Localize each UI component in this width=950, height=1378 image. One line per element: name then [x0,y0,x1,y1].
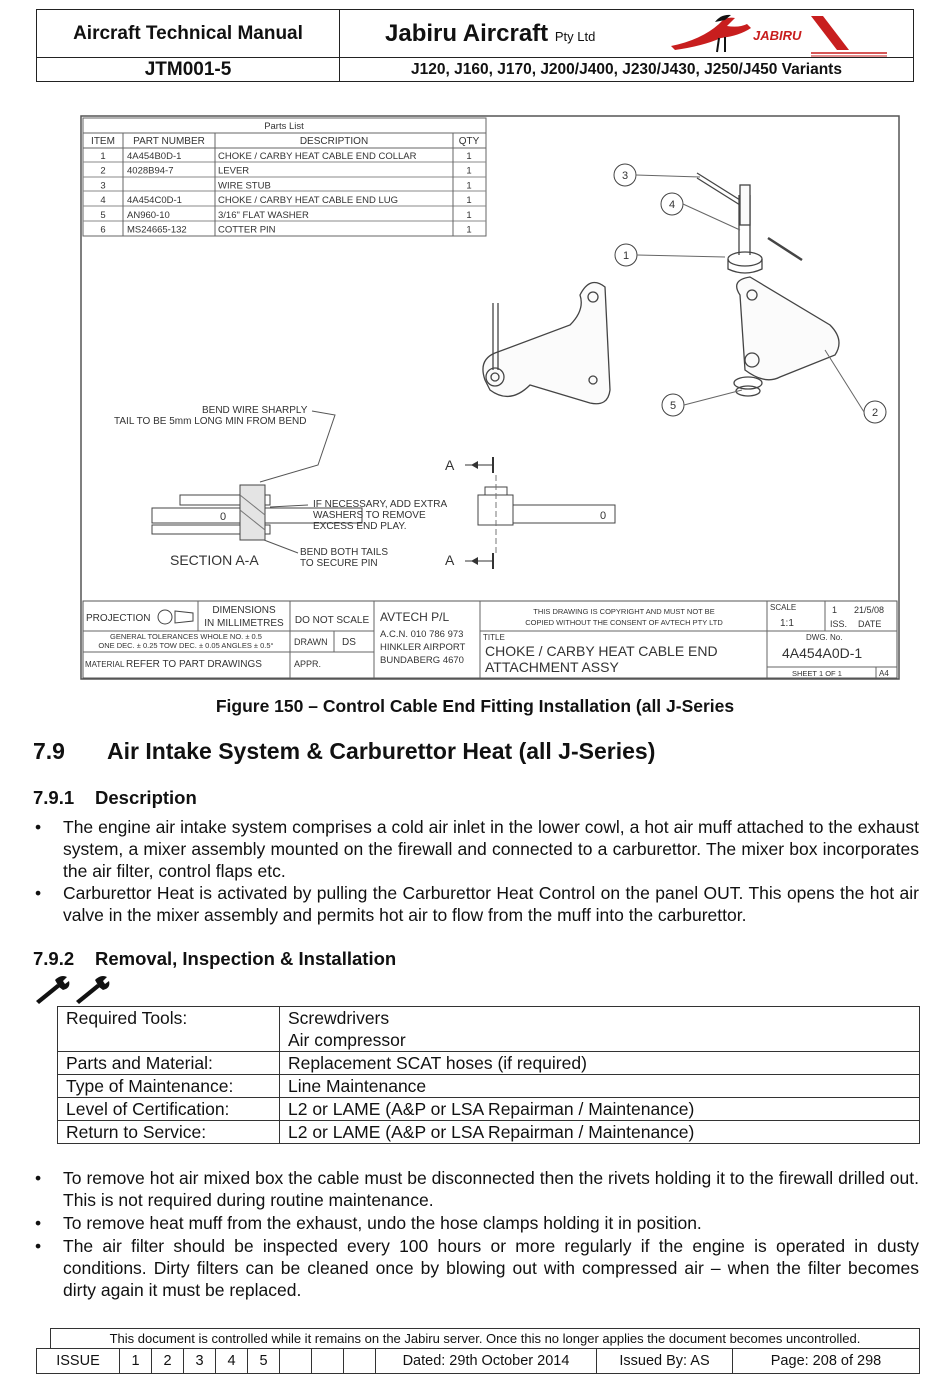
parts-cell: CHOKE / CARBY HEAT CABLE END LUG [218,195,399,207]
parts-cell: 6 [100,224,106,236]
balloon-1 [615,244,637,266]
parts-cell: 1 [466,180,472,192]
tb-dimensions-1: DIMENSIONS [212,605,276,616]
issue-label: ISSUE [37,1349,120,1374]
section-mark-bottom: A [445,552,455,568]
svg-text:1: 1 [622,250,630,262]
tb-material-value: REFER TO PART DRAWINGS [126,659,262,670]
section-number: 7.9 [33,738,65,764]
description-title: Description [95,787,197,808]
removal-bullets [33,1167,919,1301]
dated: Dated: 29th October 2014 [376,1349,597,1374]
parts-cell: 4A454B0D-1 [127,151,182,162]
tb-projection: PROJECTION [86,613,151,624]
tb-tolerances-2: ONE DEC. ± 0.25 TOW DEC. ± 0.05 ANGLES ± 0.5° [98,641,274,650]
parts-list [83,118,486,236]
issue-cell [344,1349,376,1374]
issue-cell [312,1349,344,1374]
req-label: Level of Certification: [58,1098,280,1121]
page-header [36,9,914,82]
parts-cell: 3/16" FLAT WASHER [218,209,309,221]
parts-cell: 1 [466,224,472,236]
parts-cell: WIRE STUB [218,180,271,192]
section-zero-mark: 0 [220,511,227,523]
parts-cell: COTTER PIN [218,224,276,236]
list-item: • The engine air intake system comprises a cold air inlet in the lower cowl, a hot air muff attached to the exhaust system, a mixer assembly mounted on the firewall and connected to a carburettor. The mixer box incorporates the air filter, control flaps etc. [33,816,919,882]
footer-table [36,1348,920,1374]
parts-cell: 3 [100,180,106,192]
tb-title-2: ATTACHMENT ASSY [485,659,619,675]
parts-cell: 1 [466,195,472,207]
svg-text:4: 4 [668,199,676,211]
note-bend-2: TAIL TO BE 5mm LONG MIN FROM BEND [114,416,307,427]
list-item: • The air filter should be inspected every 100 hours or more regularly if the engine is operated in dusty conditions. Dirty filters can be cleaned once by blowing out with compressed air – when the filter becomes dirty again it must be replaced. [33,1235,919,1301]
tb-iss-value: 1 [832,605,838,615]
note-washers-3: EXCESS END PLAY. [313,521,407,532]
parts-list-title: Parts List [264,121,304,132]
balloon-5 [662,394,684,416]
note-washers-1: IF NECESSARY, ADD EXTRA [313,499,448,510]
parts-cell: 2 [100,165,106,177]
variants: J120, J160, J170, J200/J400, J230/J430, J250/J450 Variants [411,61,842,78]
tb-date-label: DATE [858,619,882,629]
parts-cell: LEVER [218,165,250,177]
req-value: L2 or LAME (A&P or LSA Repairman / Maintenance) [280,1121,920,1144]
balloon-2 [864,401,886,423]
table-row [58,1121,920,1144]
table-row [58,1052,920,1075]
section-heading [33,738,655,765]
req-value-line: Air compressor [288,1030,406,1050]
tb-no-scale: DO NOT SCALE [294,615,370,626]
table-row [58,1075,920,1098]
tb-dwg-label: DWG. No. [806,633,843,642]
svg-text:5: 5 [669,400,677,412]
page-number: Page: 208 of 298 [733,1349,920,1374]
req-value: Replacement SCAT hoses (if required) [280,1052,920,1075]
tb-company-1: AVTECH P/L [380,610,450,624]
tb-sheet: SHEET 1 OF 1 [792,669,842,678]
tb-scale-value: 1:1 [780,618,794,629]
table-row [58,1098,920,1121]
note-washers-2: WASHERS TO REMOVE [313,510,426,521]
logo-text: JABIRU [753,28,802,43]
parts-cell: 1 [466,209,472,221]
req-value [280,1007,920,1052]
tb-title-1: CHOKE / CARBY HEAT CABLE END [485,643,718,659]
req-value: L2 or LAME (A&P or LSA Repairman / Maintenance) [280,1098,920,1121]
parts-cell: 1 [466,151,472,162]
tb-iss-label: ISS. [830,619,848,629]
removal-title: Removal, Inspection & Installation [95,948,397,969]
issue-cell [280,1349,312,1374]
list-item: • Carburettor Heat is activated by pulling the Carburettor Heat Control on the panel OUT. This opens the hot air valve in the mixer assembly and permits hot air to flow from the muff into the carburettor. [33,882,919,926]
parts-col-part-number: PART NUMBER [133,136,205,147]
note-tails-2: TO SECURE PIN [300,558,378,569]
figure-caption: Figure 150 – Control Cable End Fitting Installation (all J-Series [215,696,735,716]
tb-appr-label: APPR. [294,659,322,669]
tb-dwg-value: 4A454A0D-1 [782,645,863,661]
control-note: This document is controlled while it remains on the Jabiru server. Once this no longer applies the document becomes uncontrolled. [50,1328,920,1348]
tb-size: A4 [879,669,889,678]
tb-copyright-2: COPIED WITHOUT THE CONSENT OF AVTECH PTY LTD [525,618,723,627]
tb-date-value: 21/5/08 [854,605,885,615]
issue-cell: 3 [184,1349,216,1374]
tb-company-4: BUNDABERG 4670 [380,655,464,666]
svg-text:3: 3 [621,170,629,182]
req-label: Required Tools: [58,1007,280,1052]
table-row [37,1349,920,1374]
company-cell [340,10,913,58]
company-suffix: Pty Ltd [554,29,596,44]
issue-cell: 5 [248,1349,280,1374]
tb-material-label: MATERIAL [85,660,125,669]
company-name-text: Jabiru Aircraft [385,20,549,47]
req-value: Line Maintenance [280,1075,920,1098]
parts-cell: CHOKE / CARBY HEAT CABLE END COLLAR [218,151,417,162]
issue-cell: 1 [120,1349,152,1374]
section-label: SECTION A-A [170,552,259,568]
parts-col-description: DESCRIPTION [299,136,369,147]
list-item: • To remove hot air mixed box the cable must be disconnected then the rivets holding it to the firewall drilled out. This is not required during routine maintenance. [33,1167,919,1211]
engineering-drawing [80,115,900,680]
title-block [83,601,897,678]
req-value-line: Screwdrivers [288,1008,390,1028]
list-item: • To remove heat muff from the exhaust, undo the hose clamps holding it in position. [33,1212,919,1234]
balloon-3 [614,164,636,186]
issue-cell: 2 [152,1349,184,1374]
tb-copyright-1: THIS DRAWING IS COPYRIGHT AND MUST NOT BE [533,607,715,616]
req-label: Parts and Material: [58,1052,280,1075]
tb-drawn-label: DRAWN [294,637,328,647]
parts-cell: MS24665-132 [127,224,187,236]
manual-title: Aircraft Technical Manual [37,10,340,58]
parts-cell: 4 [100,195,106,207]
removal-number: 7.9.2 [33,948,75,969]
req-label: Return to Service: [58,1121,280,1144]
note-tails-1: BEND BOTH TAILS [300,547,388,558]
removal-heading [33,948,396,970]
requirements-table [57,1006,920,1144]
description-heading [33,787,197,809]
parts-cell: 4A454C0D-1 [127,195,182,207]
parts-cell: 1 [466,165,472,177]
parts-col-item: ITEM [91,136,115,147]
issued-by: Issued By: AS [597,1349,733,1374]
tb-company-3: HINKLER AIRPORT [380,642,466,653]
balloon-4 [661,193,683,215]
company-name [385,20,595,48]
doc-code: JTM001-5 [37,58,340,82]
side-view [445,457,615,569]
tb-title-label: TITLE [483,633,505,642]
section-mark-top: A [445,457,455,473]
parts-cell: AN960-10 [127,209,170,221]
section-title: Air Intake System & Carburettor Heat (all J-Series) [107,738,656,764]
tb-dimensions-2: IN MILLIMETRES [204,618,284,629]
tb-tolerances-1: GENERAL TOLERANCES WHOLE NO. ± 0.5 [110,632,262,641]
table-row [58,1007,920,1052]
parts-cell: 4028B94-7 [127,165,174,177]
parts-cell: 1 [100,151,106,162]
description-bullets [33,816,919,926]
svg-text:2: 2 [871,407,879,419]
req-label: Type of Maintenance: [58,1075,280,1098]
parts-col-qty: QTY [458,136,480,147]
parts-rows [100,151,471,236]
section-a-a [114,405,447,569]
side-zero-mark: 0 [600,510,607,522]
tb-drawn-value: DS [342,637,356,648]
issue-cell: 4 [216,1349,248,1374]
jabiru-logo [661,12,891,58]
tb-scale-label: SCALE [770,603,797,612]
wrench-icon [33,974,117,1006]
parts-cell: 5 [100,209,106,221]
note-bend-1: BEND WIRE SHARPLY [202,405,308,416]
isometric-view [483,173,839,404]
description-number: 7.9.1 [33,787,75,808]
tb-company-2: A.C.N. 010 786 973 [380,629,464,640]
